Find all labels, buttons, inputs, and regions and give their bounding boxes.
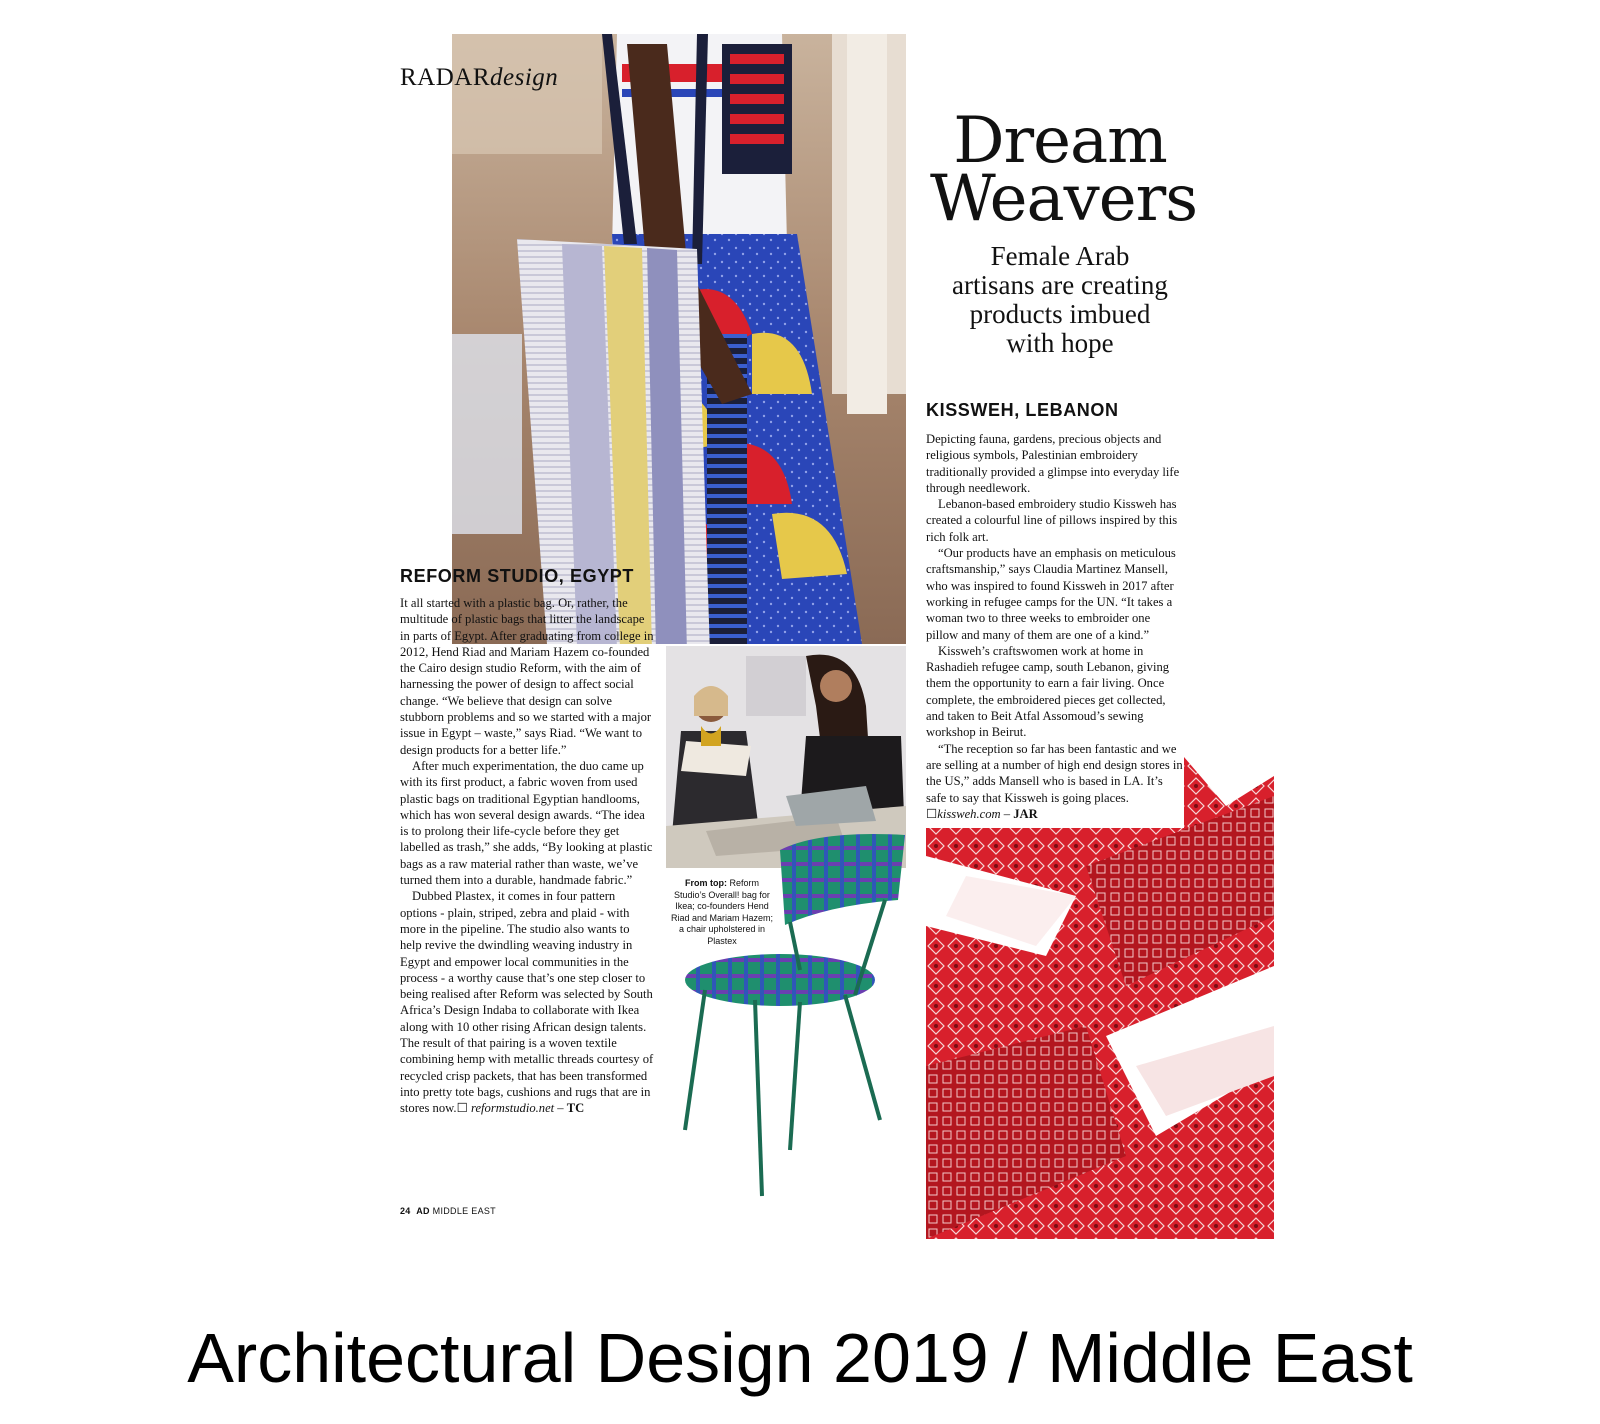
byline-dash: – — [1000, 806, 1014, 821]
section-name: RADAR — [400, 64, 491, 91]
kissweh-heading: KISSWEH, LEBANON — [926, 400, 1119, 420]
photo-caption — [670, 878, 774, 947]
headline-line-2: Weavers — [930, 162, 1198, 236]
reform-paragraph-last — [400, 888, 654, 1116]
section-label — [400, 64, 558, 92]
brand-logo: AD — [416, 1206, 430, 1216]
kissweh-paragraph: Lebanon-based embroidery studio Kissweh has created a colourful line of pillows inspired by this rich folk art. — [926, 497, 1178, 544]
caption-text: Reform Studio’s Overall! bag for Ikea; co-founders Hend Riad and Mariam Hazem; a chair upholstered in Plastex — [670, 878, 774, 946]
kissweh-paragraph: “The reception so far has been fantastic and we are selling at a number of high end design stores in the US,” adds Mansell who is based in LA. It’s safe to say that Kissweh is going places. — [926, 741, 1183, 805]
kissweh-author: JAR — [1013, 806, 1038, 821]
tote-bag-photo — [452, 34, 906, 644]
headline — [930, 104, 1198, 236]
reform-author: TC — [566, 1101, 585, 1116]
byline-dash: – — [554, 1101, 567, 1116]
reform-paragraph: After much experimentation, the duo came up with its first product, a fabric woven from used plastic bags on traditional Egyptian handlooms, which has won several design awards. “The idea is to prolong their life-cycle before they get labelled as trash,” she adds, “By looking at plastic bags as a raw material rather than waste, we’ve turned them into a durable, handmade fabric.” — [400, 758, 653, 888]
edition-name: MIDDLE EAST — [432, 1206, 496, 1216]
kissweh-paragraph-last — [926, 741, 1184, 822]
subtitle-line: products imbued — [969, 299, 1151, 329]
kissweh-url[interactable]: kissweh.com — [937, 806, 1001, 821]
page-number: 24 — [400, 1206, 411, 1216]
reform-body — [400, 595, 654, 1117]
end-mark: ☐ — [456, 1101, 468, 1116]
subtitle-line: artisans are creating — [952, 270, 1168, 300]
section-italic: design — [490, 64, 559, 91]
reform-url[interactable]: reformstudio.net — [471, 1101, 555, 1116]
kissweh-body — [926, 431, 1184, 822]
headline-line-1: Dream — [953, 104, 1167, 178]
kissweh-paragraph: Kissweh’s craftswomen work at home in Rashadieh refugee camp, south Lebanon, giving them the opportunity to earn a fair living. Once complete, the embroidered pieces get collected, and taken to Beit Atfal Assomoud’s sewing workshop in Beirut. — [926, 643, 1170, 740]
reform-paragraph: Dubbed Plastex, it comes in four pattern options - plain, striped, zebra and plaid - with more in the pipeline. The studio also wants to help revive the dwindling weaving industry in Egypt and empower local communities in the process - a worthy cause that’s one step closer to being realised after Reform was selected by South Africa’s Design Indaba to collaborate with Ikea along with 10 other rising African design talents. The result of that pairing is a woven textile combining hemp with metallic threads courtesy of recycled crisp packets, that has been transformed into pretty tote bags, cushions and rugs that are in stores now. — [400, 889, 654, 1116]
reform-heading: REFORM STUDIO, EGYPT — [400, 566, 635, 586]
kissweh-paragraph: Depicting fauna, gardens, precious objects and religious symbols, Palestinian embroidery traditionally provided a glimpse into everyday life through needlework. — [926, 432, 1180, 495]
subtitle-line: Female Arab — [990, 241, 1130, 271]
reform-article — [400, 566, 654, 1117]
caption-lead: From top: — [684, 878, 727, 888]
end-mark: ☐ — [926, 806, 938, 821]
page-folio — [400, 1206, 496, 1216]
footer-caption: Architectural Design 2019 / Middle East — [187, 1319, 1413, 1397]
subtitle-line: with hope — [1006, 328, 1114, 358]
kissweh-article — [926, 400, 1184, 828]
subtitle — [925, 242, 1195, 358]
kissweh-paragraph: “Our products have an emphasis on meticulous craftsmanship,” says Claudia Martinez Mansell, who was inspired to found Kissweh in 2017 after working in refugee camps for the UN. “It takes a woman two to three weeks to embroider one pillow and many of them are one of a kind.” — [926, 546, 1176, 642]
reform-paragraph: It all started with a plastic bag. Or, rather, the multitude of plastic bags that litter the landscape in parts of Egypt. After graduating from college in 2012, Hend Riad and Mariam Hazem co-founded the Cairo design studio Reform, with the aim of harnessing the power of design to affect social change. “We believe that design can solve stubborn problems and so we started with a major issue in Egypt – waste,” says Riad. “We want to design products for a better life.” — [400, 596, 654, 757]
